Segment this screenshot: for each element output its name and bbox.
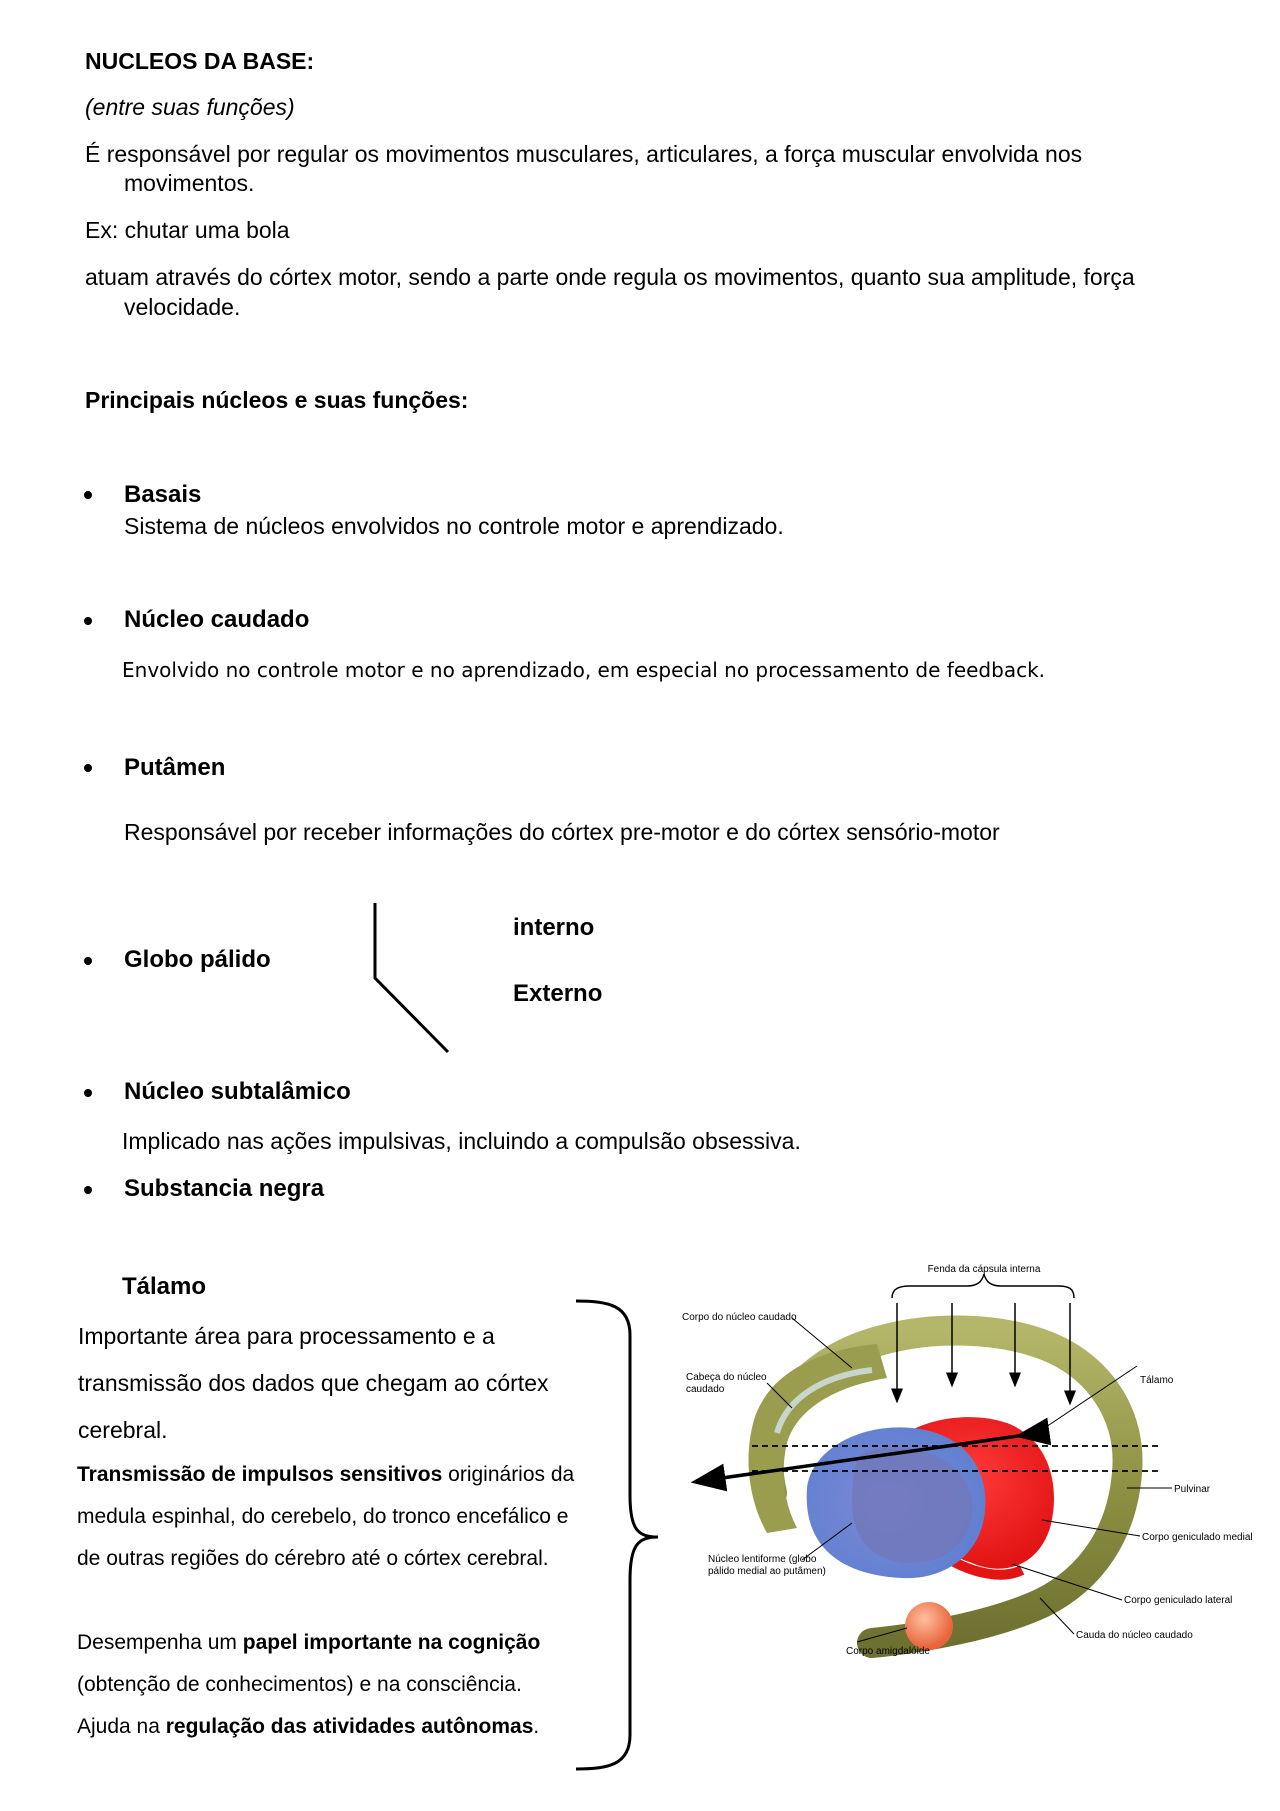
item-putamen-name: Putâmen bbox=[124, 754, 226, 781]
intro-paragraph-1-line-1: É responsável por regular os movimentos musculares, articulares, a força muscular envolvida nos bbox=[85, 141, 1083, 167]
label-fenda: Fenda da cápsula interna bbox=[927, 1264, 1041, 1275]
curly-brace-icon bbox=[568, 1295, 668, 1775]
talamo-c-pre: Desempenha um bbox=[77, 1631, 243, 1654]
bullet-icon bbox=[84, 1186, 92, 1194]
talamo-c3-pre: Ajuda na bbox=[77, 1715, 166, 1738]
bullet-icon bbox=[84, 764, 92, 772]
item-caudado-desc: Envolvido no controle motor e no aprendizado, em especial no processamento de feedback. bbox=[122, 658, 1046, 682]
globo-sub-interno: interno bbox=[513, 914, 595, 941]
label-corpo-caudado: Corpo do núcleo caudado bbox=[682, 1312, 797, 1323]
label-cauda: Cauda do núcleo caudado bbox=[1076, 1630, 1193, 1641]
talamo-c-bold: papel importante na cognição bbox=[242, 1631, 541, 1654]
bullet-icon bbox=[84, 617, 92, 625]
bullet-icon bbox=[84, 957, 92, 965]
intro-paragraph-3-line-1: atuam através do córtex motor, sendo a parte onde regula os movimentos, quanto sua amplitude, força bbox=[85, 264, 1135, 290]
basal-ganglia-figure bbox=[672, 1258, 1257, 1668]
talamo-c-line-2: (obtenção de conhecimentos) e na consciência. bbox=[77, 1673, 522, 1696]
globo-sub-externo: Externo bbox=[513, 980, 603, 1007]
talamo-title: Tálamo bbox=[122, 1273, 207, 1300]
label-talamo: Tálamo bbox=[1140, 1375, 1174, 1386]
item-caudado-name: Núcleo caudado bbox=[124, 606, 310, 633]
talamo-line-1: Importante área para processamento e a bbox=[78, 1323, 495, 1349]
label-lentiforme-2: pálido medial ao putâmen) bbox=[708, 1566, 826, 1577]
talamo-b-line-2: medula espinhal, do cerebelo, do tronco encefálico e bbox=[77, 1505, 569, 1528]
page-title: NUCLEOS DA BASE: bbox=[85, 48, 315, 74]
talamo-b-line-1 bbox=[77, 1462, 574, 1488]
talamo-c-line-3 bbox=[77, 1714, 539, 1740]
label-cabeca-1: Cabeça do núcleo bbox=[686, 1372, 767, 1383]
subtitle: (entre suas funções) bbox=[85, 94, 295, 120]
item-basais-desc: Sistema de núcleos envolvidos no controle motor e aprendizado. bbox=[124, 513, 784, 539]
item-substancia-name: Substancia negra bbox=[124, 1175, 325, 1202]
section-title: Principais núcleos e suas funções: bbox=[85, 387, 469, 413]
item-globo-name: Globo pálido bbox=[124, 946, 271, 973]
talamo-c3-post: . bbox=[533, 1715, 540, 1738]
label-cabeca-2: caudado bbox=[686, 1384, 725, 1395]
talamo-c3-bold: regulação das atividades autônomas bbox=[165, 1715, 534, 1738]
talamo-c-line-1 bbox=[77, 1630, 540, 1656]
talamo-b-bold: Transmissão de impulsos sensitivos bbox=[77, 1463, 443, 1486]
label-geniculado-lateral: Corpo geniculado lateral bbox=[1124, 1595, 1233, 1606]
intro-paragraph-1-line-2: movimentos. bbox=[124, 170, 255, 196]
label-geniculado-medial: Corpo geniculado medial bbox=[1142, 1532, 1253, 1543]
item-subtalamico-desc: Implicado nas ações impulsivas, incluindo a compulsão obsessiva. bbox=[122, 1128, 801, 1154]
item-basais-name: Basais bbox=[124, 481, 202, 508]
talamo-b-rest: originários da bbox=[442, 1463, 575, 1486]
talamo-line-3: cerebral. bbox=[78, 1417, 168, 1443]
label-lentiforme-1: Núcleo lentiforme (globo bbox=[708, 1554, 817, 1565]
intro-paragraph-3-line-2: velocidade. bbox=[124, 294, 241, 320]
bullet-icon bbox=[84, 491, 92, 499]
branch-bracket-icon bbox=[360, 900, 460, 1056]
item-putamen-desc: Responsável por receber informações do córtex pre-motor e do córtex sensório-motor bbox=[124, 819, 1000, 845]
talamo-b-line-3: de outras regiões do cérebro até o córtex cerebral. bbox=[77, 1547, 549, 1570]
intro-paragraph-2: Ex: chutar uma bola bbox=[85, 217, 290, 243]
item-subtalamico-name: Núcleo subtalâmico bbox=[124, 1078, 351, 1105]
label-pulvinar: Pulvinar bbox=[1174, 1484, 1211, 1495]
label-amigdaloide: Corpo amigdalóide bbox=[846, 1646, 930, 1657]
amygdala-shape bbox=[905, 1602, 953, 1650]
bullet-icon bbox=[84, 1089, 92, 1097]
talamo-line-2: transmissão dos dados que chegam ao córtex bbox=[78, 1370, 549, 1396]
